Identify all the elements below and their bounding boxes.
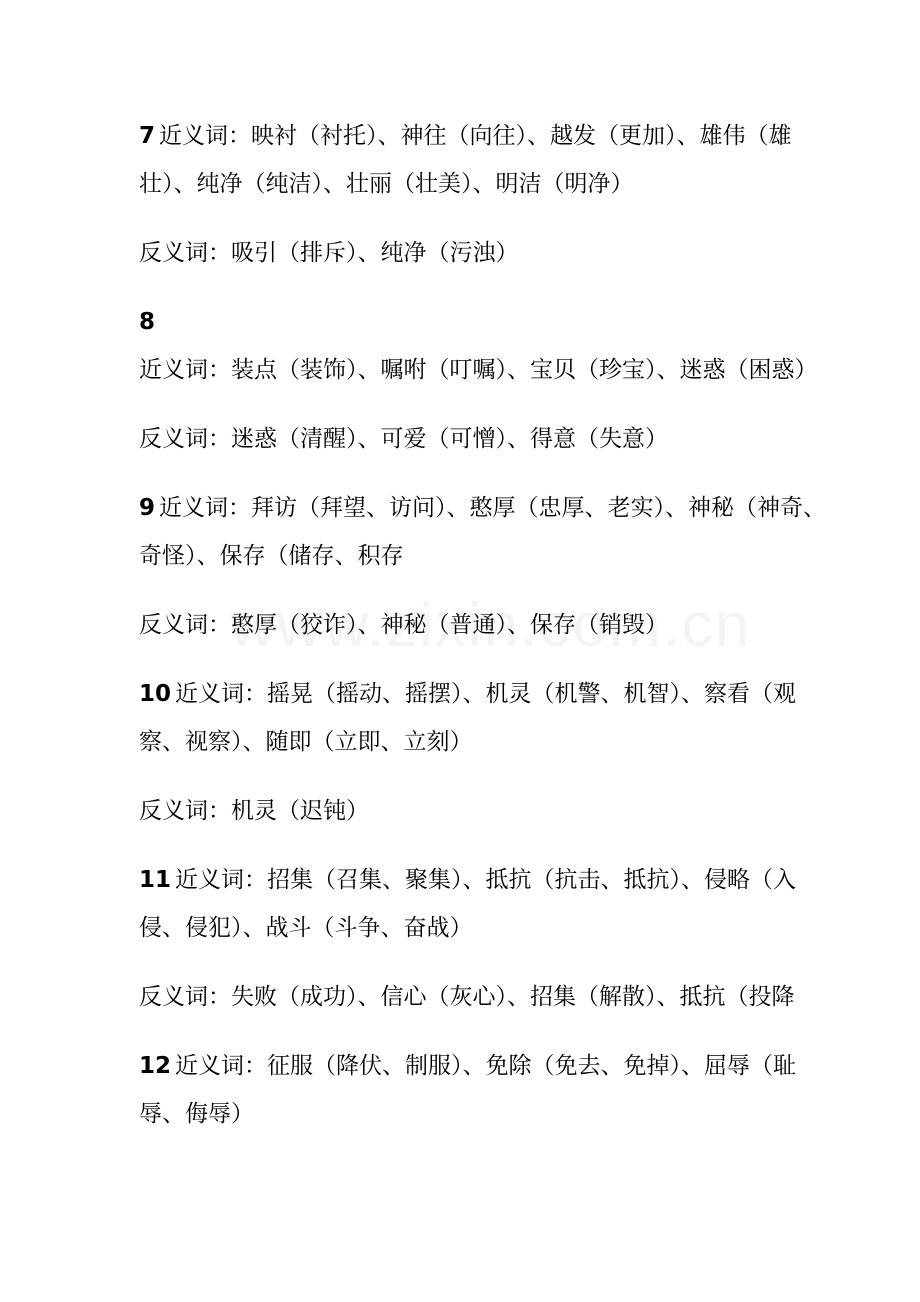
item-number: 8	[139, 309, 156, 335]
paragraph-text: 近义词：征服（降伏、制服）、免除（免去、免掉）、屈辱（耻辱、侮辱）	[139, 1053, 797, 1127]
document-body	[139, 112, 829, 1159]
paragraph-9-synonyms	[139, 484, 829, 580]
paragraph-10-antonyms	[139, 787, 829, 835]
paragraph-7-synonyms	[139, 112, 829, 208]
item-number: 11	[139, 867, 172, 893]
item-number: 7	[139, 123, 156, 149]
paragraph-11-antonyms	[139, 973, 829, 1021]
item-number: 12	[139, 1053, 172, 1079]
paragraph-10-synonyms	[139, 670, 829, 766]
paragraph-text: 近义词：招集（召集、聚集）、抵抗（抗击、抵抗）、侵略（入侵、侵犯）、战斗（斗争、奋战）	[139, 867, 797, 941]
paragraph-text: 反义词：失败（成功）、信心（灰心）、招集（解散）、抵抗（投降	[139, 984, 795, 1010]
paragraph-7-antonyms	[139, 229, 829, 277]
paragraph-9-antonyms	[139, 601, 829, 649]
paragraph-text: 反义词：机灵（迟钝）	[139, 798, 369, 824]
paragraph-text: 反义词：憨厚（狡诈）、神秘（普通）、保存（销毁）	[139, 612, 668, 638]
paragraph-text: 反义词：迷惑（清醒）、可爱（可憎）、得意（失意）	[139, 426, 668, 452]
paragraph-8-synonyms	[139, 298, 829, 394]
paragraph-11-synonyms	[139, 856, 829, 952]
paragraph-text: 反义词：吸引（排斥）、纯净（污浊）	[139, 240, 519, 266]
paragraph-text: 近义词：拜访（拜望、访问）、憨厚（忠厚、老实）、神秘（神奇、奇怪）、保存（储存、积存	[139, 495, 827, 569]
item-number: 10	[139, 681, 172, 707]
item-number: 9	[139, 495, 156, 521]
paragraph-text: 近义词：摇晃（摇动、摇摆）、机灵（机警、机智）、察看（观察、视察）、随即（立即、立刻）	[139, 681, 797, 755]
paragraph-text: 近义词：映衬（衬托）、神往（向往）、越发（更加）、雄伟（雄壮）、纯净（纯洁）、壮丽（壮美）、明洁（明净）	[139, 123, 792, 197]
paragraph-text: 近义词：装点（装饰）、嘱咐（叮嘱）、宝贝（珍宝）、迷惑（困惑）	[139, 357, 818, 383]
paragraph-8-antonyms	[139, 415, 829, 463]
paragraph-12-synonyms	[139, 1042, 829, 1138]
